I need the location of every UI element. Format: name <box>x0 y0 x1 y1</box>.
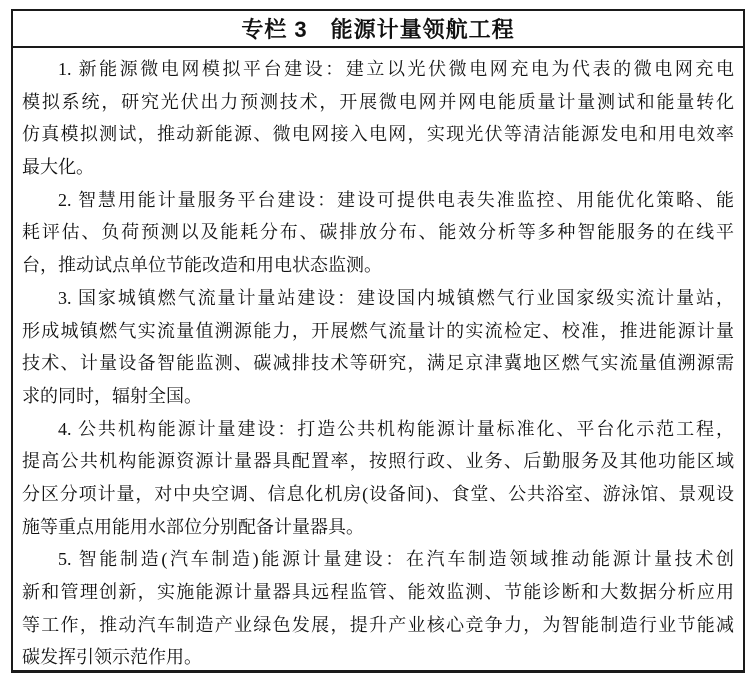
paragraph-end-line: 施等重点用能用水部位分别配备计量器具。 <box>22 516 364 537</box>
paragraph-line: 提高公共机构能源资源计量器具配置率，按照行政、业务、后勤服务及其他功能区域 <box>22 451 734 472</box>
paragraph <box>22 184 734 282</box>
paragraph <box>22 53 734 184</box>
paragraph-line: 新和管理创新，实施能源计量器具远程监管、能效监测、节能诊断和大数据分析应用 <box>22 582 734 602</box>
paragraph-end-line: 台，推动试点单位节能改造和用电状态监测。 <box>22 255 382 276</box>
paragraph-line: 耗评估、负荷预测以及能耗分布、碳排放分布、能效分析等多种智能服务的在线平 <box>22 222 734 243</box>
paragraph-line: 形成城镇燃气实流量值溯源能力，开展燃气流量计的实流检定、校准，推进能源计量 <box>22 320 734 341</box>
paragraph-line: 模拟系统，研究光伏出力预测技术，开展微电网并网电能质量计量测试和能量转化 <box>22 91 734 112</box>
paragraph <box>22 413 734 544</box>
paragraph-end-line: 求的同时，辐射全国。 <box>22 385 202 406</box>
paragraph-line: 分区分项计量，对中央空调、信息化机房(设备间)、食堂、公共浴室、游泳馆、景观设 <box>22 483 734 504</box>
paragraph-line: 仿真模拟测试，推动新能源、微电网接入电网，实现光伏等清洁能源发电和用电效率 <box>22 124 734 145</box>
paragraph-start-line: 2. 智慧用能计量服务平台建设：建设可提供电表失准监控、用能优化策略、能 <box>58 189 734 210</box>
column-box <box>11 9 745 673</box>
paragraph-start-line: 3. 国家城镇燃气流量计量站建设：建设国内城镇燃气行业国家级实流计量站， <box>58 287 734 308</box>
paragraph-start-line: 5. 智能制造(汽车制造)能源计量建设：在汽车制造领域推动能源计量技术创 <box>58 549 734 570</box>
paragraph-end-line: 碳发挥引领示范作用。 <box>22 647 202 668</box>
paragraph <box>22 543 734 674</box>
column-title: 专栏 3 能源计量领航工程 <box>241 17 515 42</box>
paragraph-line: 等工作，推动汽车制造产业绿色发展，提升产业核心竞争力，为智能制造行业节能减 <box>22 614 734 635</box>
paragraph-line: 技术、计量设备智能监测、碳减排技术等研究，满足京津冀地区燃气实流量值溯源需 <box>22 353 734 374</box>
paragraph-end-line: 最大化。 <box>22 157 94 178</box>
column-box-body <box>13 48 743 674</box>
paragraph-start-line: 1. 新能源微电网模拟平台建设：建立以光伏微电网充电为代表的微电网充电 <box>58 59 734 79</box>
column-box-header <box>13 11 743 48</box>
paragraph <box>22 282 734 413</box>
paragraph-start-line: 4. 公共机构能源计量建设：打造公共机构能源计量标准化、平台化示范工程， <box>58 418 734 439</box>
